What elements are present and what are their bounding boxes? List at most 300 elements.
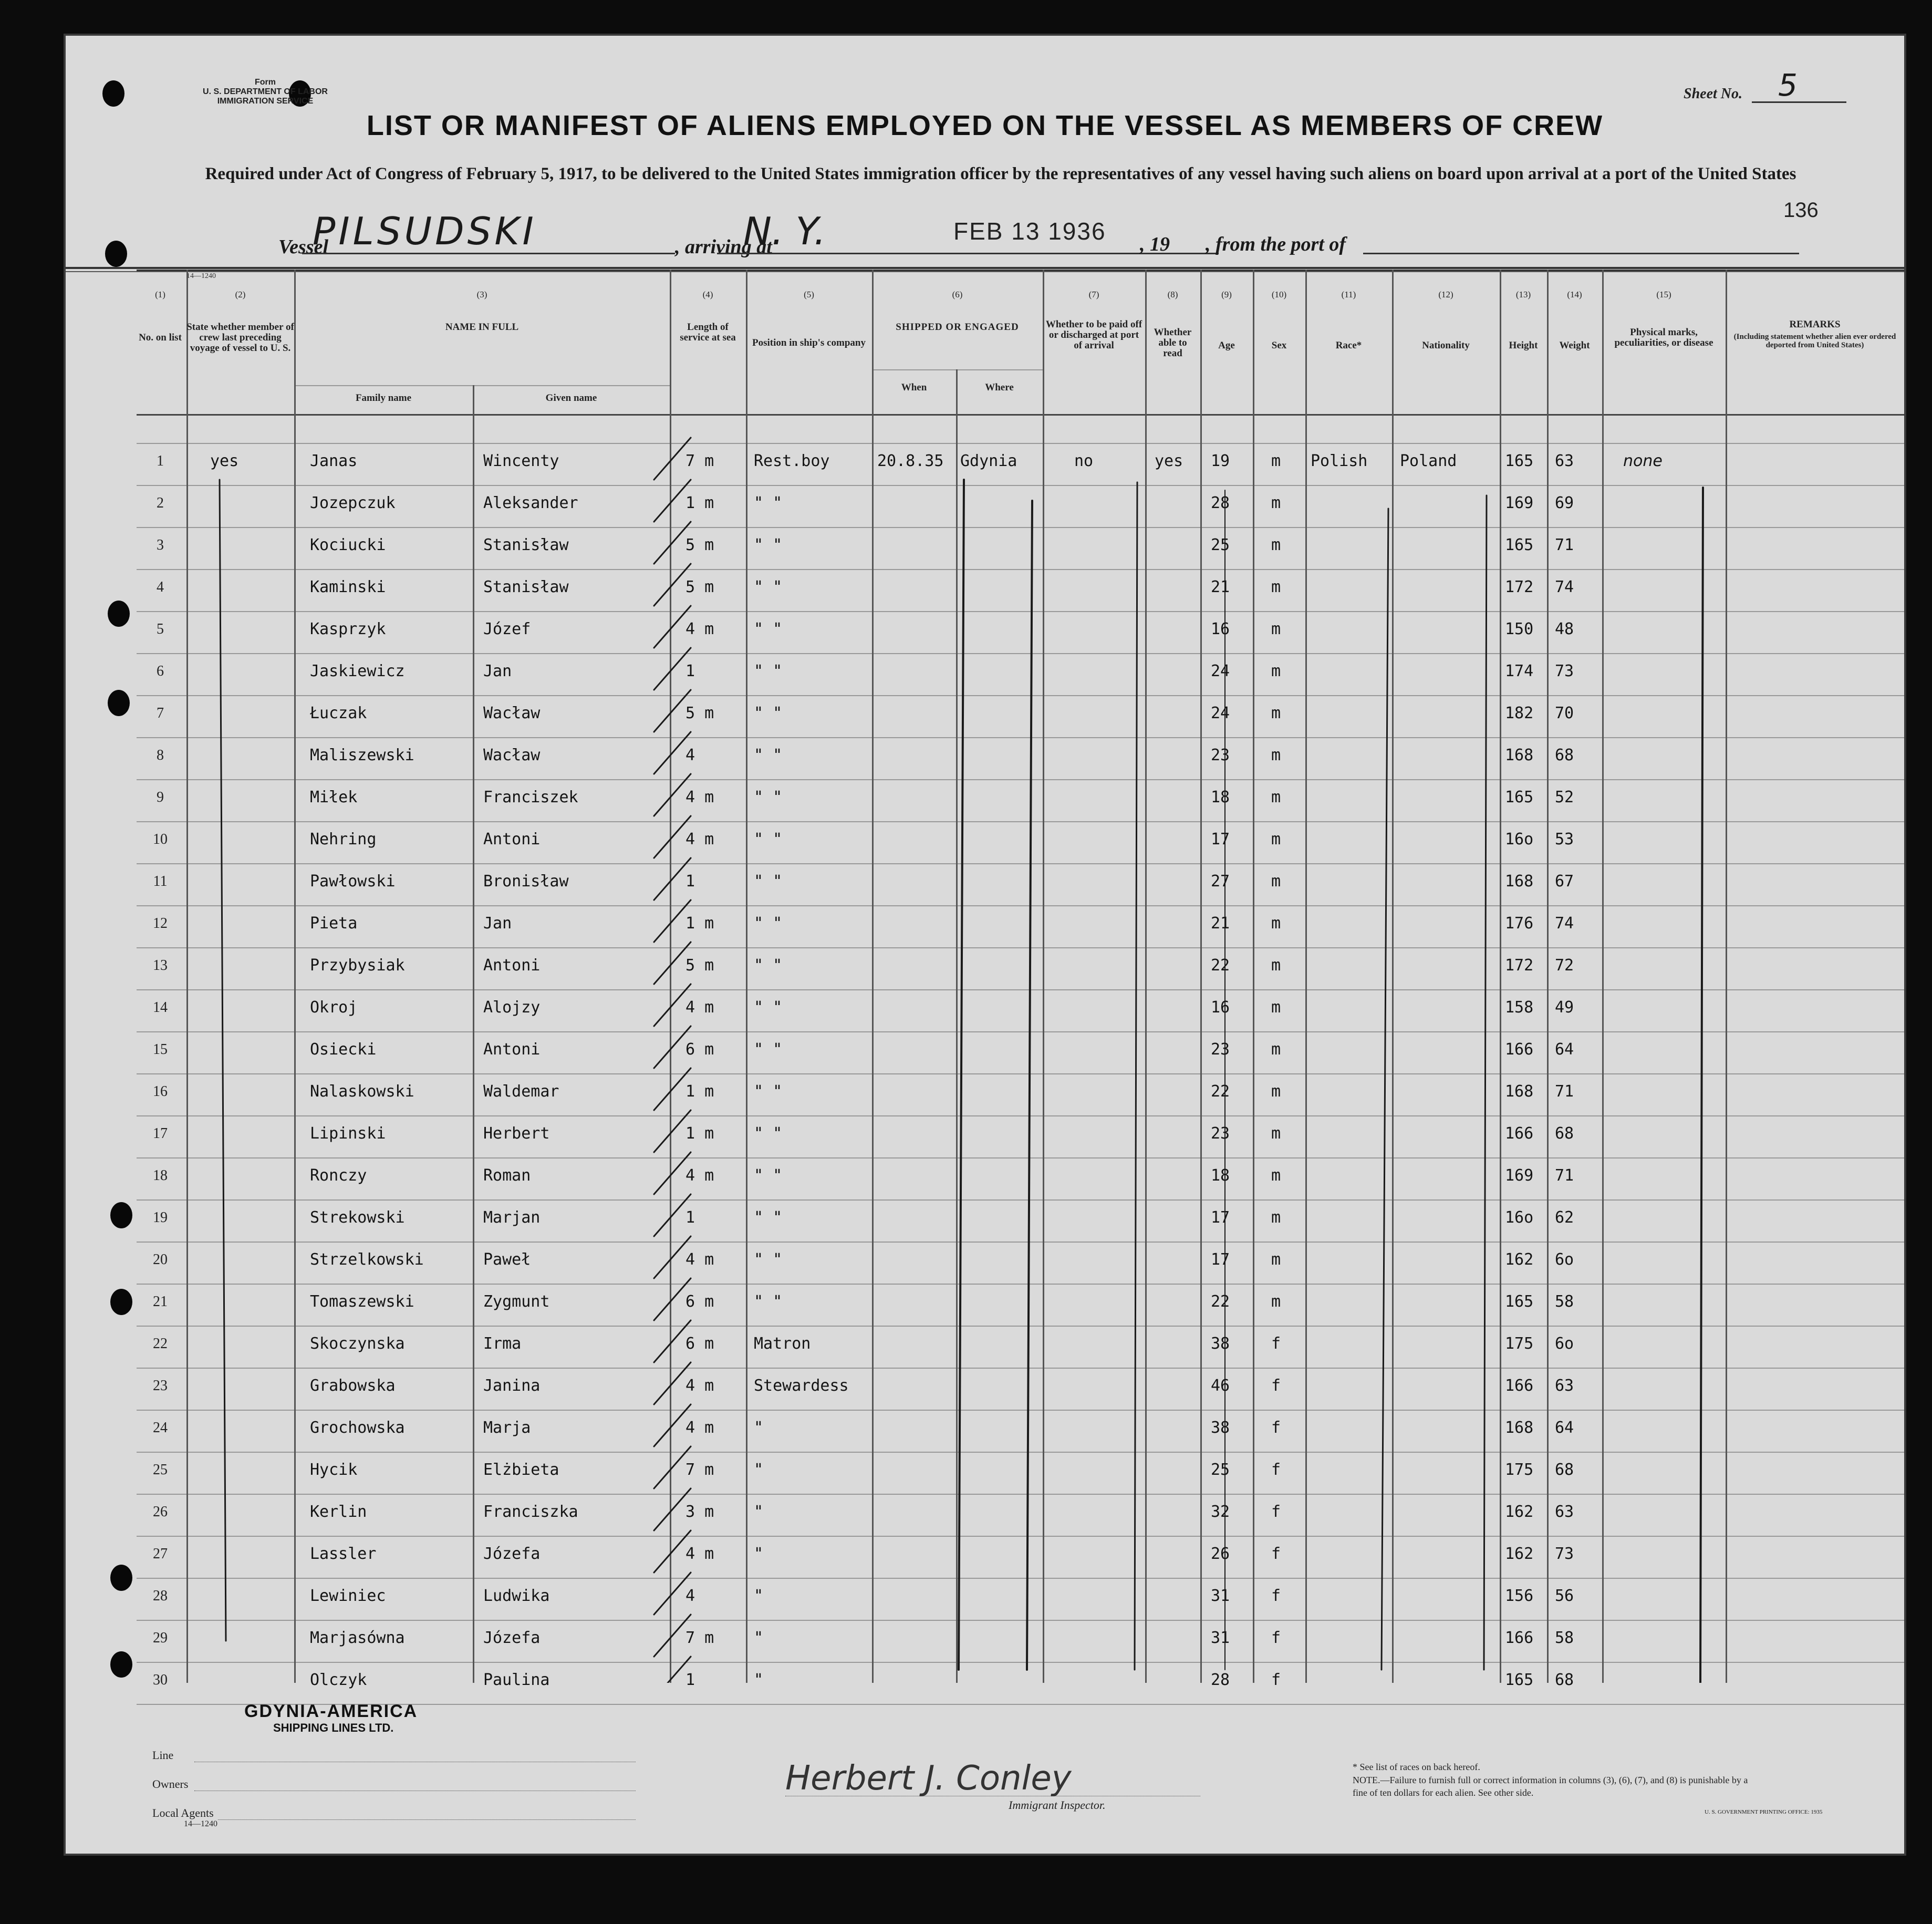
sheet-number: 5 (1778, 67, 1798, 103)
col-num-11: (11) (1341, 289, 1356, 299)
age-cell: 31 (1211, 1629, 1230, 1647)
height-cell: 156 (1505, 1587, 1534, 1605)
col-header-when: When (901, 382, 927, 393)
service-slash (654, 1657, 691, 1683)
service-cell: 4 m (685, 1166, 714, 1185)
sex-cell: m (1271, 830, 1281, 849)
given-name-cell: Antoni (483, 956, 541, 975)
weight-cell: 70 (1555, 704, 1574, 722)
line-label: Line (152, 1749, 174, 1762)
sex-cell: m (1271, 578, 1281, 596)
family-name-cell: Ronczy (310, 1166, 367, 1185)
sex-cell: m (1271, 956, 1281, 975)
col-header-family-name: Family name (355, 392, 412, 404)
position-cell: " " (754, 1166, 783, 1185)
family-name-cell: Lewiniec (310, 1587, 386, 1605)
given-name-cell: Antoni (483, 830, 541, 849)
row-number-cell: 16 (153, 1083, 168, 1100)
weight-cell: 56 (1555, 1587, 1574, 1605)
weight-cell: 68 (1555, 746, 1574, 764)
position-cell: " " (754, 662, 783, 680)
age-cell: 24 (1211, 662, 1230, 680)
height-cell: 169 (1505, 1166, 1534, 1185)
ditto-stroke-when (959, 480, 964, 1670)
service-slash (654, 648, 691, 690)
given-name-cell: Stanisław (483, 578, 569, 596)
service-slash (654, 522, 691, 564)
sex-cell: m (1271, 704, 1281, 722)
prev-voyage-cell: yes (210, 452, 239, 470)
row-number-cell: 12 (153, 915, 168, 932)
service-cell: 1 m (685, 494, 714, 512)
service-slash (654, 1615, 691, 1657)
family-name-cell: Osiecki (310, 1040, 377, 1059)
sex-cell: m (1271, 1166, 1281, 1185)
family-name-cell: Grochowska (310, 1419, 405, 1437)
col-num-15: (15) (1656, 289, 1671, 299)
row-number-cell: 10 (153, 831, 168, 847)
age-cell: 25 (1211, 1461, 1230, 1479)
from-port-label: , from the port of (1206, 233, 1346, 255)
family-name-cell: Lassler (310, 1545, 377, 1563)
height-cell: 166 (1505, 1124, 1534, 1143)
weight-cell: 71 (1555, 1166, 1574, 1185)
company-subname: SHIPPING LINES LTD. (273, 1721, 394, 1734)
row-number-cell: 11 (153, 873, 168, 889)
weight-cell: 68 (1555, 1461, 1574, 1479)
service-slash (654, 1573, 691, 1615)
races-note: * See list of races on back hereof. (1353, 1762, 1480, 1772)
arriving-label: , arriving at (675, 236, 772, 258)
sex-cell: m (1271, 788, 1281, 806)
service-cell: 1 (685, 1671, 695, 1689)
vessel-name: PILSUDSKI (313, 209, 537, 253)
shipped-when-cell: 20.8.35 (877, 452, 944, 470)
row-number-cell: 26 (153, 1504, 168, 1520)
age-cell: 17 (1211, 1250, 1230, 1269)
row-number-cell: 3 (157, 537, 164, 553)
service-slash (654, 606, 691, 648)
col-num-7: (7) (1088, 289, 1099, 299)
service-slash (654, 1026, 691, 1068)
family-name-cell: Marjasówna (310, 1629, 405, 1647)
weight-cell: 69 (1555, 494, 1574, 512)
position-cell: " " (754, 872, 783, 891)
col-header-physical-marks: Physical marks, peculiarities, or disease (1614, 327, 1713, 348)
weight-cell: 68 (1555, 1124, 1574, 1143)
given-name-cell: Alojzy (483, 998, 541, 1017)
row-number-cell: 18 (153, 1167, 168, 1184)
col-header-remarks: REMARKS (1789, 319, 1841, 330)
sex-cell: m (1271, 536, 1281, 554)
row-number-cell: 15 (153, 1041, 168, 1058)
weight-cell: 49 (1555, 998, 1574, 1017)
col-header-position: Position in ship's company (752, 337, 866, 348)
service-cell: 4 m (685, 1377, 714, 1395)
punch-hole (110, 1289, 132, 1315)
age-cell: 22 (1211, 956, 1230, 975)
weight-cell: 6o (1555, 1335, 1574, 1353)
age-cell: 28 (1211, 494, 1230, 512)
family-name-cell: Jozepczuk (310, 494, 396, 512)
punch-hole (108, 601, 130, 627)
weight-cell: 74 (1555, 578, 1574, 596)
sex-cell: m (1271, 1040, 1281, 1059)
weight-cell: 62 (1555, 1208, 1574, 1227)
height-cell: 150 (1505, 620, 1534, 638)
col-num-9: (9) (1221, 289, 1232, 299)
height-cell: 168 (1505, 872, 1534, 891)
ditto-lines-overlay (137, 270, 1904, 1683)
col-header-previous-voyage: State whether member of crew last preceding voyage of vessel to U. S. (186, 322, 294, 354)
col-num-13: (13) (1515, 289, 1531, 299)
age-cell: 21 (1211, 914, 1230, 933)
weight-cell: 63 (1555, 452, 1574, 470)
given-name-cell: Jan (483, 662, 512, 680)
age-cell: 21 (1211, 578, 1230, 596)
agency-line-2: IMMIGRATION SERVICE (217, 97, 314, 106)
col-num-4: (4) (702, 289, 713, 299)
manifest-subtitle: Required under Act of Congress of February 5, 1917, to be delivered to the United States immigration officer by the representatives of any vessel having such aliens on board upon arrival at a port of the United States (205, 164, 1796, 183)
height-cell: 175 (1505, 1335, 1534, 1353)
row-number-cell: 13 (153, 957, 168, 974)
height-cell: 158 (1505, 998, 1534, 1017)
position-cell: " " (754, 578, 783, 596)
col-num-8: (8) (1167, 289, 1178, 299)
weight-cell: 52 (1555, 788, 1574, 806)
position-cell: " " (754, 1250, 783, 1269)
col-header-nationality: Nationality (1422, 340, 1470, 351)
sex-cell: f (1271, 1461, 1281, 1479)
service-cell: 4 m (685, 1545, 714, 1563)
sheet-label: Sheet No. (1684, 86, 1742, 102)
family-name-cell: Nehring (310, 830, 377, 849)
manifest-sheet (66, 36, 1904, 1854)
height-cell: 162 (1505, 1250, 1534, 1269)
row-number-cell: 21 (153, 1294, 168, 1310)
family-name-cell: Kerlin (310, 1503, 367, 1521)
col-num-1: (1) (155, 289, 165, 299)
given-name-cell: Wacław (483, 704, 541, 722)
position-cell: " (754, 1671, 764, 1689)
service-slash (654, 438, 691, 480)
col-header-paid-off: Whether to be paid off or discharged at port of arrival (1045, 319, 1142, 351)
ditto-stroke-race (1382, 509, 1388, 1670)
service-cell: 6 m (685, 1292, 714, 1311)
height-cell: 172 (1505, 578, 1534, 596)
row-number-cell: 14 (153, 999, 168, 1016)
age-cell: 46 (1211, 1377, 1230, 1395)
height-cell: 176 (1505, 914, 1534, 933)
ditto-stroke-where (1027, 501, 1032, 1670)
family-name-cell: Strzelkowski (310, 1250, 424, 1269)
col-header-race: Race* (1335, 340, 1362, 351)
weight-cell: 58 (1555, 1629, 1574, 1647)
position-cell: " (754, 1545, 764, 1563)
form-agency-block (202, 78, 328, 106)
col-header-age: Age (1218, 340, 1235, 351)
sex-cell: f (1271, 1587, 1281, 1605)
family-name-cell: Łuczak (310, 704, 367, 722)
company-name: GDYNIA-AMERICA (244, 1701, 418, 1721)
weight-cell: 63 (1555, 1377, 1574, 1395)
row-number-cell: 5 (157, 621, 164, 637)
age-cell: 32 (1211, 1503, 1230, 1521)
row-number-cell: 19 (153, 1209, 168, 1226)
position-cell: " (754, 1629, 764, 1647)
given-name-cell: Franciszka (483, 1503, 578, 1521)
col-header-shipped: SHIPPED OR ENGAGED (896, 322, 1019, 333)
arriving-port: N. Y. (743, 209, 826, 253)
year-label: , 19 (1140, 233, 1170, 255)
sex-cell: m (1271, 872, 1281, 891)
family-name-cell: Skoczynska (310, 1335, 405, 1353)
given-name-cell: Aleksander (483, 494, 578, 512)
service-slash (654, 480, 691, 522)
height-cell: 166 (1505, 1040, 1534, 1059)
service-cell: 1 m (685, 1082, 714, 1101)
service-cell: 6 m (685, 1040, 714, 1059)
weight-cell: 58 (1555, 1292, 1574, 1311)
family-name-cell: Nalaskowski (310, 1082, 414, 1101)
service-slash (654, 1488, 691, 1530)
sex-cell: m (1271, 494, 1281, 512)
weight-cell: 64 (1555, 1419, 1574, 1437)
col-header-height: Height (1509, 340, 1538, 351)
age-cell: 18 (1211, 788, 1230, 806)
age-cell: 38 (1211, 1335, 1230, 1353)
given-name-cell: Waldemar (483, 1082, 559, 1101)
family-name-cell: Kociucki (310, 536, 386, 554)
col-num-2: (2) (235, 289, 246, 299)
weight-cell: 72 (1555, 956, 1574, 975)
service-slash (654, 1530, 691, 1573)
family-name-cell: Kaminski (310, 578, 386, 596)
sex-cell: m (1271, 1208, 1281, 1227)
weight-cell: 6o (1555, 1250, 1574, 1269)
sex-cell: f (1271, 1419, 1281, 1437)
row-number-cell: 1 (157, 453, 164, 469)
service-slash (654, 1068, 691, 1110)
sex-cell: m (1271, 1082, 1281, 1101)
position-cell: " " (754, 788, 783, 806)
position-cell: " " (754, 746, 783, 764)
family-name-cell: Pawłowski (310, 872, 396, 891)
position-cell: " " (754, 704, 783, 722)
able-to-read-cell: yes (1155, 452, 1183, 470)
given-name-cell: Irma (483, 1335, 522, 1353)
punch-hole (108, 690, 130, 716)
age-cell: 25 (1211, 536, 1230, 554)
weight-cell: 64 (1555, 1040, 1574, 1059)
service-slash (654, 816, 691, 858)
service-slash (654, 564, 691, 606)
form-label: Form (255, 78, 276, 87)
form-code: 14—1240 (186, 272, 216, 280)
position-cell: " " (754, 1124, 783, 1143)
age-cell: 17 (1211, 1208, 1230, 1227)
service-slash (654, 1404, 691, 1446)
family-name-cell: Maliszewski (310, 746, 414, 764)
service-cell: 1 (685, 872, 695, 891)
family-name-cell: Tomaszewski (310, 1292, 414, 1311)
ditto-stroke-physical-marks (1700, 488, 1703, 1683)
col-header-sex: Sex (1271, 340, 1287, 351)
service-slash (654, 1236, 691, 1278)
printer-note: U. S. GOVERNMENT PRINTING OFFICE: 1935 (1705, 1809, 1823, 1815)
height-cell: 162 (1505, 1503, 1534, 1521)
ditto-stroke-paid-off (1135, 482, 1137, 1670)
position-cell: " " (754, 536, 783, 554)
family-name-cell: Lipinski (310, 1124, 386, 1143)
sex-cell: m (1271, 662, 1281, 680)
given-name-cell: Stanisław (483, 536, 569, 554)
sex-cell: f (1271, 1335, 1281, 1353)
family-name-cell: Grabowska (310, 1377, 396, 1395)
penalty-note: NOTE.—Failure to furnish full or correct information in columns (3), (6), (7), and (8) is punishable by a fine of ten dollars for each alien. See other side. (1353, 1775, 1748, 1798)
position-cell: Rest.boy (754, 452, 830, 470)
col-num-6: (6) (952, 289, 963, 299)
ditto-stroke-nationality (1484, 495, 1487, 1670)
service-cell: 7 m (685, 1461, 714, 1479)
sex-cell: f (1271, 1629, 1281, 1647)
weight-cell: 53 (1555, 830, 1574, 849)
sex-cell: m (1271, 1250, 1281, 1269)
owners-label: Owners (152, 1777, 189, 1791)
height-cell: 168 (1505, 1419, 1534, 1437)
given-name-cell: Marjan (483, 1208, 541, 1227)
sex-cell: m (1271, 914, 1281, 933)
punch-hole (110, 1202, 132, 1228)
col-header-given-name: Given name (545, 392, 597, 404)
ditto-stroke-prev-voyage (220, 480, 226, 1641)
punch-hole (110, 1565, 132, 1591)
position-cell: " (754, 1419, 764, 1437)
height-cell: 165 (1505, 788, 1534, 806)
given-name-cell: Józef (483, 620, 531, 638)
row-number-cell: 7 (157, 705, 164, 721)
row-number-cell: 29 (153, 1630, 168, 1646)
row-number-cell: 8 (157, 747, 164, 763)
col-header-weight: Weight (1559, 340, 1590, 351)
weight-cell: 73 (1555, 662, 1574, 680)
manifest-title: LIST OR MANIFEST OF ALIENS EMPLOYED ON THE VESSEL AS MEMBERS OF CREW (366, 110, 1604, 141)
given-name-cell: Ludwika (483, 1587, 550, 1605)
given-name-cell: Antoni (483, 1040, 541, 1059)
col-num-5: (5) (804, 289, 814, 299)
sex-cell: m (1271, 998, 1281, 1017)
row-number-cell: 30 (153, 1672, 168, 1688)
service-slash (654, 1152, 691, 1194)
service-slash (654, 1362, 691, 1404)
service-slash (654, 984, 691, 1026)
position-cell: " " (754, 1082, 783, 1101)
age-cell: 22 (1211, 1292, 1230, 1311)
service-cell: 4 (685, 1587, 695, 1605)
given-name-cell: Elżbieta (483, 1461, 559, 1479)
paid-off-cell: no (1074, 452, 1094, 470)
position-cell: " " (754, 914, 783, 933)
height-cell: 169 (1505, 494, 1534, 512)
service-slash (654, 858, 691, 900)
col-header-where: Where (985, 382, 1014, 393)
col-num-3: (3) (476, 289, 487, 299)
crew-table (137, 270, 1904, 1689)
col-header-read: Whether able to read (1154, 327, 1192, 359)
service-slash (654, 1278, 691, 1320)
service-cell: 4 (685, 746, 695, 764)
inspector-label: Immigrant Inspector. (1009, 1798, 1106, 1812)
height-cell: 182 (1505, 704, 1534, 722)
row-number-cell: 17 (153, 1125, 168, 1142)
service-cell: 1 m (685, 1124, 714, 1143)
age-cell: 31 (1211, 1587, 1230, 1605)
col-num-14: (14) (1567, 289, 1582, 299)
shipped-where-cell: Gdynia (960, 452, 1017, 470)
service-slash (654, 690, 691, 732)
family-name-cell: Jaskiewicz (310, 662, 405, 680)
family-name-cell: Pieta (310, 914, 358, 933)
position-cell: " " (754, 620, 783, 638)
position-cell: " " (754, 1208, 783, 1227)
age-cell: 22 (1211, 1082, 1230, 1101)
height-cell: 165 (1505, 536, 1534, 554)
given-name-cell: Paulina (483, 1671, 550, 1689)
row-number-cell: 4 (157, 579, 164, 595)
row-number-cell: 24 (153, 1420, 168, 1436)
weight-cell: 71 (1555, 1082, 1574, 1101)
footer-form-code: 14—1240 (184, 1819, 217, 1828)
service-slash (654, 900, 691, 942)
height-cell: 168 (1505, 746, 1534, 764)
service-cell: 5 m (685, 536, 714, 554)
weight-cell: 68 (1555, 1671, 1574, 1689)
service-slash (654, 1110, 691, 1152)
family-name-cell: Janas (310, 452, 358, 470)
given-name-cell: Roman (483, 1166, 531, 1185)
height-cell: 166 (1505, 1629, 1534, 1647)
sex-cell: f (1271, 1671, 1281, 1689)
age-cell: 26 (1211, 1545, 1230, 1563)
family-name-cell: Miłek (310, 788, 358, 806)
service-cell: 7 m (685, 1629, 714, 1647)
row-number-cell: 23 (153, 1378, 168, 1394)
family-name-cell: Hycik (310, 1461, 358, 1479)
weight-cell: 48 (1555, 620, 1574, 638)
height-cell: 16o (1505, 830, 1534, 849)
given-name-cell: Janina (483, 1377, 541, 1395)
sex-cell: m (1271, 1124, 1281, 1143)
sex-cell: f (1271, 1545, 1281, 1563)
family-name-cell: Strekowski (310, 1208, 405, 1227)
col-num-12: (12) (1438, 289, 1453, 299)
age-cell: 23 (1211, 1040, 1230, 1059)
service-slash (654, 1320, 691, 1362)
given-name-cell: Franciszek (483, 788, 578, 806)
position-cell: " " (754, 830, 783, 849)
service-cell: 3 m (685, 1503, 714, 1521)
height-cell: 168 (1505, 1082, 1534, 1101)
service-cell: 6 m (685, 1335, 714, 1353)
agency-line-1: U. S. DEPARTMENT OF LABOR (203, 87, 328, 96)
service-cell: 7 m (685, 452, 714, 470)
height-cell: 16o (1505, 1208, 1534, 1227)
service-cell: 4 m (685, 830, 714, 849)
inspector-signature: Herbert J. Conley (785, 1759, 1072, 1798)
weight-cell: 73 (1555, 1545, 1574, 1563)
age-cell: 23 (1211, 746, 1230, 764)
physical-marks-cell: none (1623, 452, 1663, 470)
